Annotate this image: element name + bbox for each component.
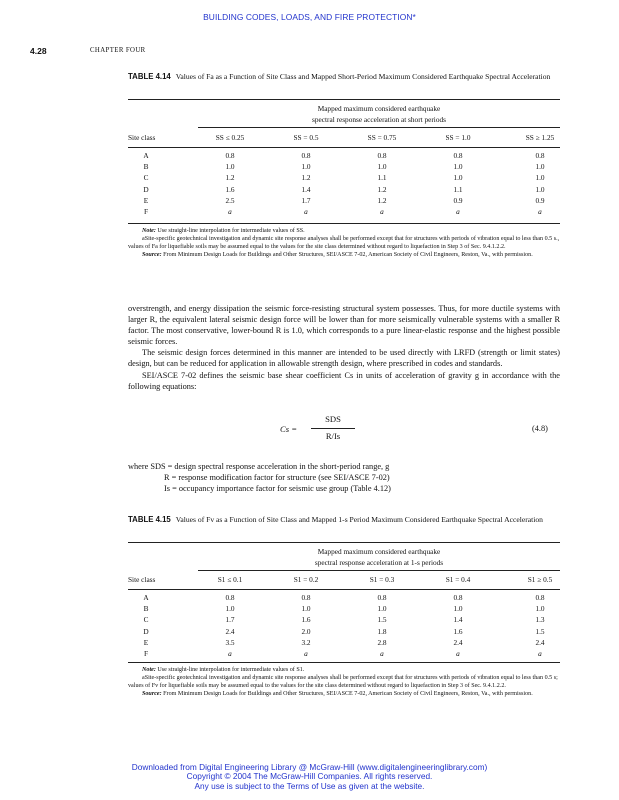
where-clause: [128, 461, 560, 494]
body-text: [128, 303, 560, 392]
equation-numerator: SDS: [325, 414, 341, 424]
table-cell: 1.0: [453, 173, 463, 183]
column-header: Site class: [128, 575, 156, 584]
table-cell: 1.3: [535, 615, 545, 625]
table-cell: 0.8: [535, 593, 545, 602]
table-note: Note: Use straight-line interpolation for intermediate values of S1.: [142, 667, 305, 673]
equation-denominator: R/Is: [325, 431, 341, 441]
table-cell: 1.2: [225, 173, 235, 183]
table-cell: 1.0: [453, 162, 463, 172]
row-label: A: [143, 151, 149, 160]
table-header-rule: [128, 589, 560, 590]
table-number: TABLE 4.14: [128, 72, 171, 81]
table-number: TABLE 4.15: [128, 515, 171, 524]
table-cell: 1.0: [535, 173, 545, 183]
footer-download-link[interactable]: Downloaded from Digital Engineering Library @ McGraw-Hill (www.digitalengineeringlibrary.com): [131, 762, 488, 772]
row-label: F: [143, 649, 149, 658]
table-cell: a: [456, 649, 460, 658]
where-line: Is = occupancy importance factor for seismic use group (Table 4.12): [164, 484, 391, 494]
table-cell: 2.4: [535, 637, 545, 647]
table-cell: 1.7: [301, 195, 311, 205]
table-cell: 1.4: [301, 184, 311, 194]
table-cell: 1.2: [301, 173, 311, 183]
paragraph: SEI/ASCE 7-02 defines the seismic base shear coefficient Cs in units of acceleration of gravity g in accordance with the following equations:: [128, 370, 560, 391]
table-cell: 1.0: [453, 604, 463, 614]
footer-terms[interactable]: Any use is subject to the Terms of Use as given at the website.: [194, 780, 425, 791]
table-spanner-head: Mapped maximum considered earthquake: [317, 547, 441, 556]
table-cell: 1.7: [225, 615, 235, 625]
table-source: Source: From Minimum Design Loads for Buildings and Other Structures, SEI/ASCE 7-02, American Society of Civil Engineers, Reston, Va., with permission.: [142, 691, 533, 698]
table-cell: 0.8: [225, 151, 235, 160]
table-notes: [128, 227, 560, 259]
fraction-bar: [311, 428, 355, 429]
column-header: SS = 1.0: [445, 133, 471, 142]
table-cell: a: [456, 207, 460, 216]
table-cell: a: [380, 207, 384, 216]
equation-lhs: Cs =: [280, 424, 298, 434]
table-cell: 0.8: [453, 593, 463, 602]
column-header: S1 ≥ 0.5: [527, 575, 553, 584]
table-cell: 2.0: [301, 626, 311, 636]
table-cell: 3.5: [225, 637, 235, 647]
row-label: E: [143, 637, 149, 647]
table-top-rule: [128, 99, 560, 100]
paragraph: overstrength, and energy dissipation the seismic force-resisting structural system possesses. Thus, for more ductile systems with larger R, the equivalent lateral seismic design force will be lower than for more seismically vulnerable systems with a smaller R factor. The most conservative, lower-bound R is 1.0, which corresponds to a pure linear-elastic response and the highest possible seismic forces.: [128, 304, 560, 347]
table-cell: 1.0: [535, 604, 545, 614]
table-cell: 2.5: [225, 195, 235, 205]
table-cell: a: [304, 649, 308, 658]
table-bottom-rule: [128, 662, 560, 663]
table-cell: 0.8: [301, 151, 311, 160]
table-notes: [128, 666, 560, 698]
row-label: A: [143, 593, 149, 602]
row-label: D: [143, 626, 149, 636]
table-footnote: aSite-specific geotechnical investigation and dynamic site response analyses shall be performed except that for structures with periods of vibration equal to less than 0.5 s; values of Fv for liquefiable soils may be assumed equal to the values for the site class determined without regard to liquefaction in Step 3 of Sec. 9.4.1.2.2.: [128, 675, 558, 690]
table-body: [0, 151, 619, 221]
table-source: Source: From Minimum Design Loads for Buildings and Other Structures, SEI/ASCE 7-02, American Society of Civil Engineers, Reston, Va., with permission.: [142, 252, 533, 259]
table-cell: 0.8: [225, 593, 235, 602]
table-cell: a: [380, 649, 384, 658]
page-number: 4.28: [30, 46, 47, 56]
table-cell: a: [538, 649, 542, 658]
table-cell: 1.0: [225, 162, 235, 172]
table-cell: a: [228, 649, 232, 658]
table-caption-text: Values of Fa as a Function of Site Class and Mapped Short-Period Maximum Considered Earthquake Spectral Acceleration: [175, 72, 551, 81]
table-column-headers: [0, 133, 619, 145]
column-header: SS ≥ 1.25: [525, 133, 555, 142]
footer: [0, 763, 619, 791]
column-header: S1 = 0.4: [445, 575, 471, 584]
row-label: B: [143, 604, 149, 614]
table-cell: 1.0: [301, 162, 311, 172]
table-cell: 1.6: [301, 615, 311, 625]
column-header: S1 ≤ 0.1: [217, 575, 243, 584]
column-header: S1 = 0.2: [293, 575, 319, 584]
row-label: E: [143, 195, 149, 205]
column-header: S1 = 0.3: [369, 575, 395, 584]
table-caption-text: Values of Fv as a Function of Site Class and Mapped 1-s Period Maximum Considered Earthquake Spectral Acceleration: [175, 515, 543, 524]
row-label: C: [143, 615, 149, 625]
column-header: SS = 0.5: [293, 133, 319, 142]
table-spanner-head: Mapped maximum considered earthquake: [317, 104, 441, 113]
table-cell: 1.0: [377, 604, 387, 614]
table-cell: 1.0: [377, 162, 387, 172]
table-cell: 1.8: [377, 626, 387, 636]
table-cell: 0.8: [377, 151, 387, 160]
table-spanner-head: spectral response acceleration at 1-s periods: [314, 558, 444, 567]
row-label: C: [143, 173, 149, 183]
where-line: R = response modification factor for structure (see SEI/ASCE 7-02): [164, 473, 390, 483]
row-label: D: [143, 184, 149, 194]
column-header: Site class: [128, 133, 156, 142]
table-cell: 1.6: [225, 184, 235, 194]
table-cell: 0.8: [453, 151, 463, 160]
table-cell: 0.8: [377, 593, 387, 602]
table-cell: 0.9: [535, 195, 545, 205]
where-line: where SDS = design spectral response acceleration in the short-period range, g: [128, 462, 390, 471]
table-cell: 0.8: [535, 151, 545, 160]
paragraph: The seismic design forces determined in this manner are intended to be used directly with LRFD (strength or limit states) design, but can be reduced for application in allowable strength design, where prescribed in codes and standards.: [128, 348, 560, 369]
table-cell: a: [538, 207, 542, 216]
table-header-rule: [128, 147, 560, 148]
table-cell: 0.9: [453, 195, 463, 205]
table-cell: 1.4: [453, 615, 463, 625]
table-cell: a: [304, 207, 308, 216]
table-cell: 2.4: [225, 626, 235, 636]
table-body: [0, 593, 619, 663]
table-cell: 1.5: [377, 615, 387, 625]
table-cell: 3.2: [301, 637, 311, 647]
table-note: Note: Use straight-line interpolation for intermediate values of SS.: [142, 228, 305, 234]
table-cell: 2.4: [453, 637, 463, 647]
table-cell: 1.2: [377, 184, 387, 194]
table-spanner-rule: [198, 127, 560, 128]
table-column-headers: [0, 575, 619, 587]
table-spanner-head: spectral response acceleration at short periods: [312, 115, 446, 124]
table-cell: 1.0: [535, 162, 545, 172]
footer-copyright: Copyright © 2004 The McGraw-Hill Companies. All rights reserved.: [186, 771, 433, 782]
table-cell: 0.8: [301, 593, 311, 602]
column-header: SS ≤ 0.25: [215, 133, 245, 142]
table-cell: 1.5: [535, 626, 545, 636]
table-cell: 2.8: [377, 637, 387, 647]
table-cell: 1.0: [225, 604, 235, 614]
table-cell: 1.6: [453, 626, 463, 636]
table-bottom-rule: [128, 223, 560, 224]
table-cell: 1.0: [301, 604, 311, 614]
table-4-14-caption: [128, 72, 560, 83]
row-label: F: [143, 207, 149, 216]
table-top-rule: [128, 542, 560, 543]
chapter-label: CHAPTER FOUR: [90, 47, 146, 54]
row-label: B: [143, 162, 149, 172]
table-4-15-caption: [128, 515, 560, 526]
column-header: SS = 0.75: [367, 133, 397, 142]
table-cell: a: [228, 207, 232, 216]
table-cell: 1.1: [377, 173, 387, 183]
table-footnote: aSite-specific geotechnical investigation and dynamic site response analyses shall be performed except that for structures with periods of vibration equal to less than 0.5 s., values of Fa for liquefiable soils may be assumed equal to the values for the site class determined without regard to liquefaction in Step 3 of Sec. 9.4.1.2.2.: [128, 236, 560, 251]
table-spanner-rule: [198, 570, 560, 571]
table-cell: 1.0: [535, 184, 545, 194]
running-title: BUILDING CODES, LOADS, AND FIRE PROTECTION*: [203, 12, 416, 22]
equation-number: (4.8): [532, 424, 548, 433]
table-cell: 1.2: [377, 195, 387, 205]
table-cell: 1.1: [453, 184, 463, 194]
